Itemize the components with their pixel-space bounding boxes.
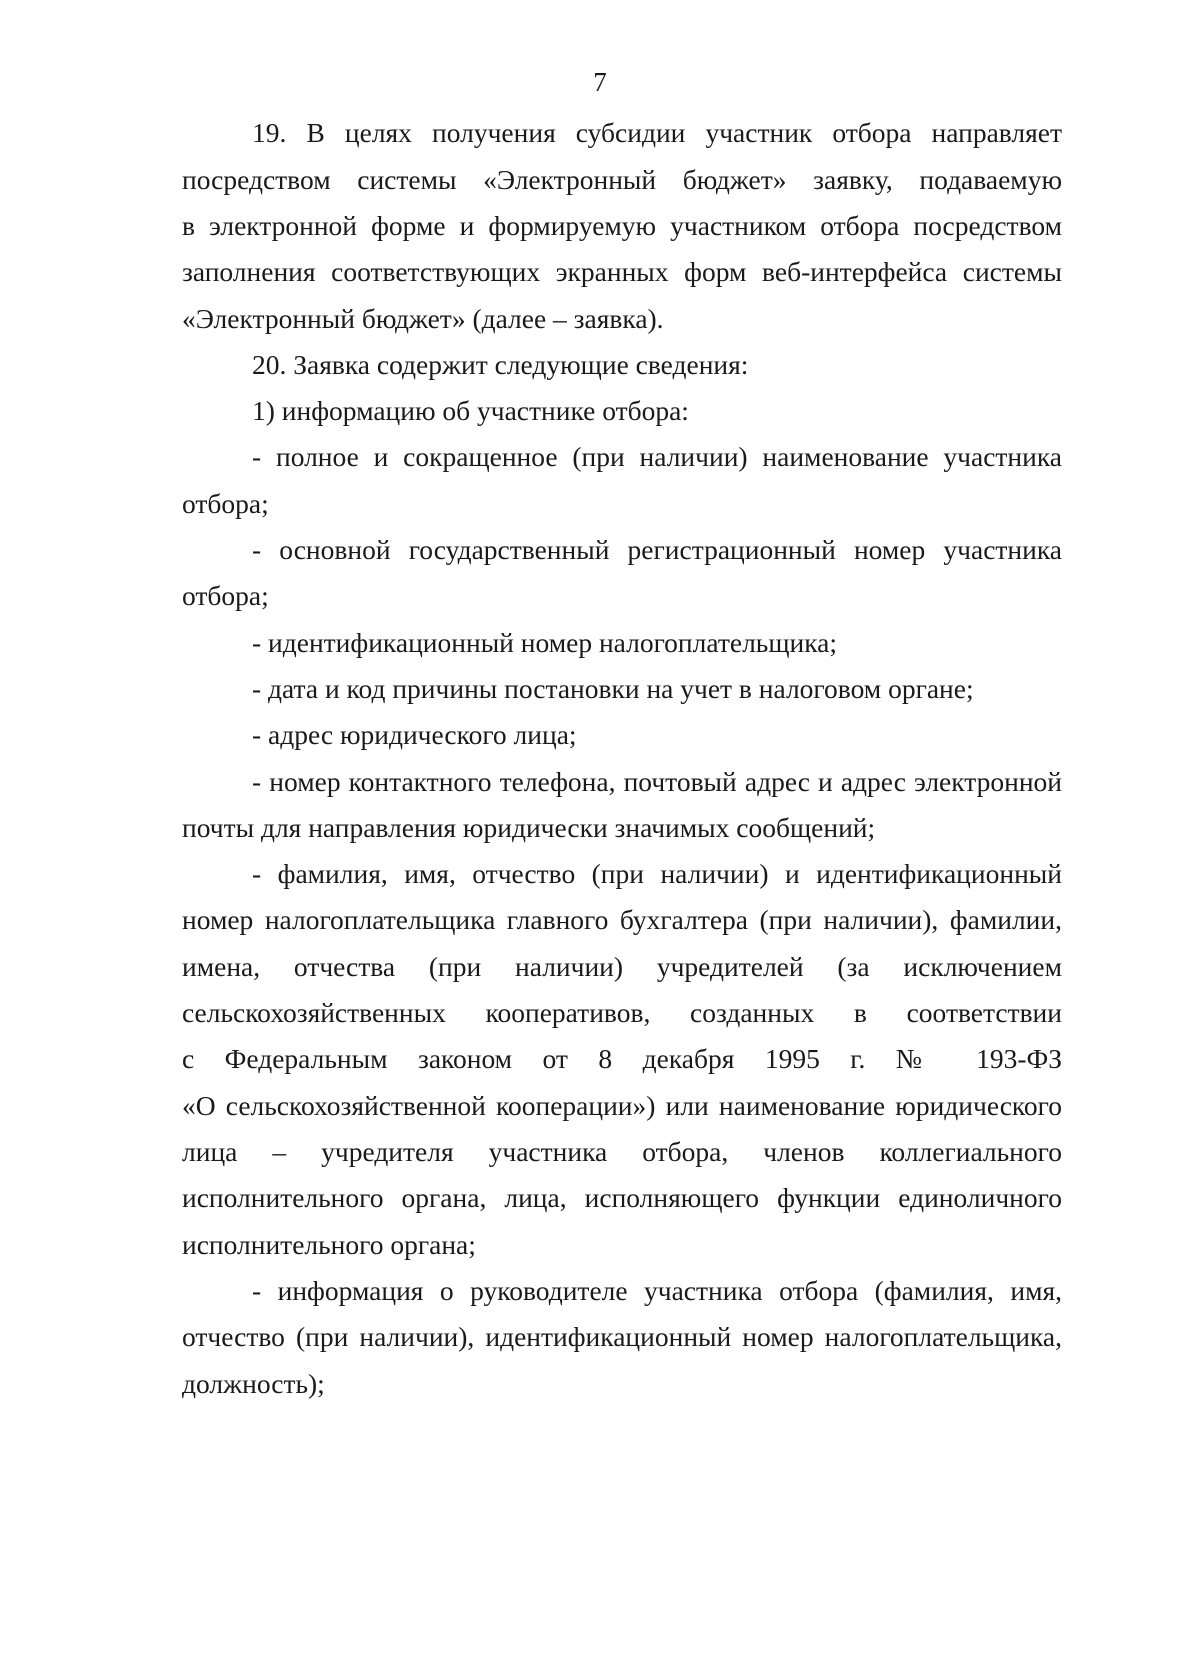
item-persons-line-6: «О сельскохозяйственной кооперации») или наименование юридического <box>182 1090 1062 1121</box>
item-persons-line-7: лица – учредителя участника отбора, членов коллегиального <box>182 1136 1062 1167</box>
item-persons-line-9: исполнительного органа; <box>182 1229 476 1260</box>
item-full-name-line-1: - полное и сокращенное (при наличии) наименование участника <box>252 441 1062 472</box>
item-ogrn-line-1: - основной государственный регистрационный номер участника <box>252 534 1062 565</box>
item-persons-line-4: сельскохозяйственных кооперативов, созданных в соответствии <box>182 997 1062 1028</box>
paragraph-19-line-1: 19. В целях получения субсидии участник отбора направляет <box>252 117 1062 148</box>
paragraph-20-heading: 20. Заявка содержит следующие сведения: <box>252 349 749 380</box>
paragraph-19-line-5: «Электронный бюджет» (далее – заявка). <box>182 303 664 334</box>
item-head-line-3: должность); <box>182 1368 325 1399</box>
item-full-name-line-2: отбора; <box>182 488 269 519</box>
item-persons-line-5: с Федеральным законом от 8 декабря 1995 г. № 193-ФЗ <box>182 1043 1062 1074</box>
item-contacts-line-2: почты для направления юридически значимых сообщений; <box>182 812 876 843</box>
item-head-line-1: - информация о руководителе участника отбора (фамилия, имя, <box>252 1275 1062 1306</box>
paragraph-19-line-3: в электронной форме и формируемую участником отбора посредством <box>182 210 1062 241</box>
item-kpp: - дата и код причины постановки на учет в налоговом органе; <box>252 673 974 704</box>
item-ogrn-line-2: отбора; <box>182 580 269 611</box>
paragraph-19-line-2: посредством системы «Электронный бюджет» заявку, подаваемую <box>182 164 1062 195</box>
subitem-1-heading: 1) информацию об участнике отбора: <box>252 395 689 426</box>
paragraph-19-line-4: заполнения соответствующих экранных форм веб-интерфейса системы <box>182 256 1062 287</box>
page-number: 7 <box>593 67 607 97</box>
item-persons-line-8: исполнительного органа, лица, исполняющего функции единоличного <box>182 1182 1062 1213</box>
item-inn: - идентификационный номер налогоплательщика; <box>252 627 838 658</box>
item-persons-line-2: номер налогоплательщика главного бухгалтера (при наличии), фамилии, <box>182 904 1062 935</box>
item-persons-line-1: - фамилия, имя, отчество (при наличии) и идентификационный <box>252 858 1062 889</box>
item-legal-address: - адрес юридического лица; <box>252 719 577 750</box>
item-persons-line-3: имена, отчества (при наличии) учредителей (за исключением <box>182 951 1062 982</box>
item-head-line-2: отчество (при наличии), идентификационный номер налогоплательщика, <box>182 1321 1062 1352</box>
item-contacts-line-1: - номер контактного телефона, почтовый адрес и адрес электронной <box>252 766 1062 797</box>
